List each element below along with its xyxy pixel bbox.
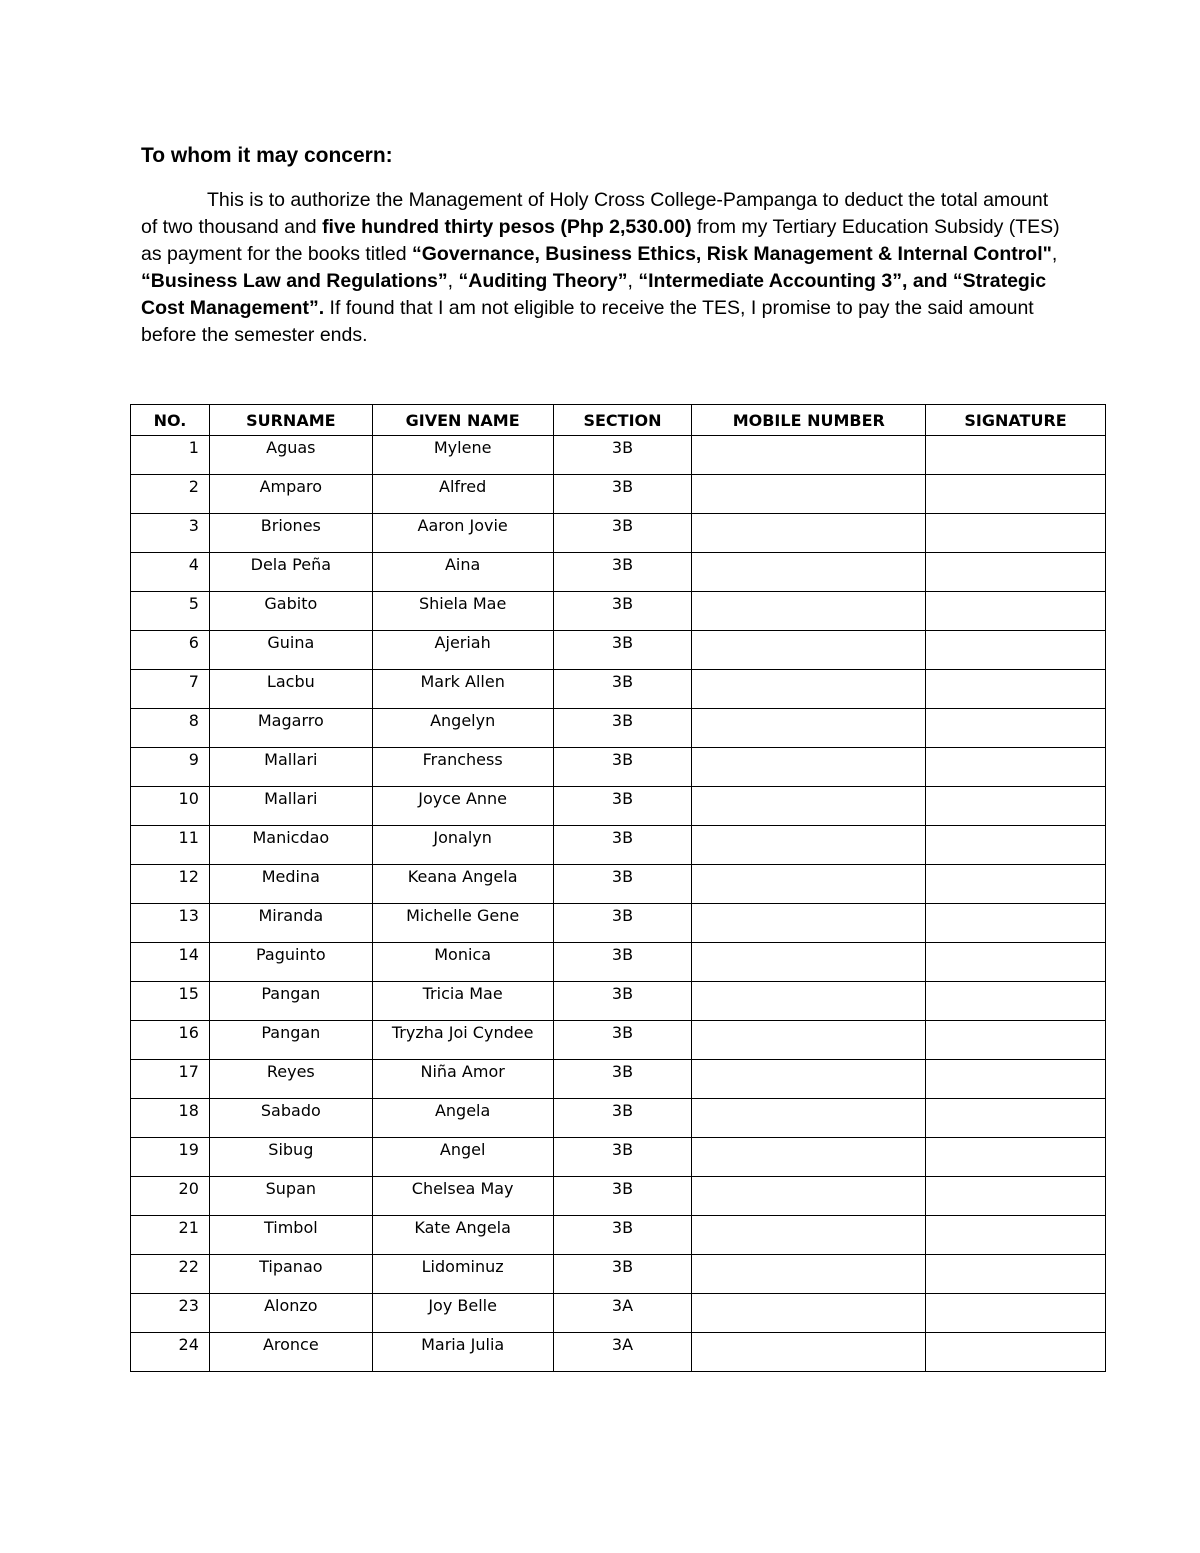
cell-no: 12	[131, 865, 210, 904]
cell-no: 13	[131, 904, 210, 943]
paragraph-text: ,	[447, 270, 459, 292]
cell-no: 5	[131, 592, 210, 631]
table-row	[131, 436, 1106, 475]
table-row	[131, 1021, 1106, 1060]
cell-signature	[926, 826, 1106, 865]
cell-surname: Miranda	[209, 904, 372, 943]
paragraph-text: If found that I am not eligible to receive the TES, I promise to pay the said amount before the semester ends.	[141, 297, 1034, 346]
cell-no: 1	[131, 436, 210, 475]
cell-given-name: Aina	[372, 553, 553, 592]
cell-signature	[926, 1060, 1106, 1099]
cell-signature	[926, 1138, 1106, 1177]
cell-surname: Aronce	[209, 1333, 372, 1372]
cell-section: 3B	[553, 1255, 692, 1294]
cell-given-name: Monica	[372, 943, 553, 982]
cell-signature	[926, 865, 1106, 904]
cell-signature	[926, 943, 1106, 982]
cell-surname: Magarro	[209, 709, 372, 748]
cell-signature	[926, 436, 1106, 475]
book-title: “Intermediate Accounting 3”, and “Strategic Cost Management”.	[141, 270, 1047, 319]
cell-surname: Pangan	[209, 1021, 372, 1060]
cell-no: 24	[131, 1333, 210, 1372]
cell-mobile-number	[692, 592, 926, 631]
cell-section: 3B	[553, 475, 692, 514]
table-row	[131, 592, 1106, 631]
cell-section: 3B	[553, 904, 692, 943]
cell-mobile-number	[692, 1099, 926, 1138]
table-header-row	[131, 405, 1106, 436]
table-row	[131, 1333, 1106, 1372]
cell-given-name: Chelsea May	[372, 1177, 553, 1216]
cell-mobile-number	[692, 982, 926, 1021]
cell-signature	[926, 709, 1106, 748]
cell-signature	[926, 1333, 1106, 1372]
table-row	[131, 904, 1106, 943]
cell-no: 14	[131, 943, 210, 982]
cell-no: 9	[131, 748, 210, 787]
cell-no: 4	[131, 553, 210, 592]
cell-section: 3B	[553, 670, 692, 709]
cell-given-name: Niña Amor	[372, 1060, 553, 1099]
table-row	[131, 1138, 1106, 1177]
cell-signature	[926, 1294, 1106, 1333]
book-title: “Business Law and Regulations”	[141, 270, 448, 292]
cell-section: 3B	[553, 1099, 692, 1138]
cell-signature	[926, 1021, 1106, 1060]
cell-no: 22	[131, 1255, 210, 1294]
cell-mobile-number	[692, 553, 926, 592]
cell-signature	[926, 904, 1106, 943]
cell-surname: Manicdao	[209, 826, 372, 865]
cell-mobile-number	[692, 943, 926, 982]
cell-section: 3B	[553, 826, 692, 865]
cell-signature	[926, 553, 1106, 592]
cell-given-name: Franchess	[372, 748, 553, 787]
cell-mobile-number	[692, 787, 926, 826]
cell-no: 17	[131, 1060, 210, 1099]
cell-given-name: Jonalyn	[372, 826, 553, 865]
table-row	[131, 553, 1106, 592]
header-surname: SURNAME	[209, 405, 372, 436]
cell-section: 3B	[553, 1216, 692, 1255]
cell-no: 20	[131, 1177, 210, 1216]
cell-surname: Mallari	[209, 748, 372, 787]
cell-given-name: Lidominuz	[372, 1255, 553, 1294]
cell-mobile-number	[692, 748, 926, 787]
cell-mobile-number	[692, 865, 926, 904]
table-row	[131, 1099, 1106, 1138]
cell-surname: Amparo	[209, 475, 372, 514]
cell-section: 3B	[553, 1177, 692, 1216]
cell-surname: Gabito	[209, 592, 372, 631]
cell-no: 23	[131, 1294, 210, 1333]
cell-mobile-number	[692, 1216, 926, 1255]
cell-section: 3B	[553, 748, 692, 787]
cell-no: 21	[131, 1216, 210, 1255]
cell-given-name: Mylene	[372, 436, 553, 475]
cell-mobile-number	[692, 514, 926, 553]
cell-section: 3B	[553, 592, 692, 631]
cell-given-name: Tryzha Joi Cyndee	[372, 1021, 553, 1060]
cell-given-name: Kate Angela	[372, 1216, 553, 1255]
cell-mobile-number	[692, 904, 926, 943]
cell-surname: Timbol	[209, 1216, 372, 1255]
cell-mobile-number	[692, 709, 926, 748]
header-signature: SIGNATURE	[926, 405, 1106, 436]
cell-given-name: Angela	[372, 1099, 553, 1138]
cell-surname: Aguas	[209, 436, 372, 475]
student-roster-table	[130, 404, 1106, 1372]
paragraph-text: ,	[627, 270, 639, 292]
book-title: “Governance, Business Ethics, Risk Management & Internal Control"	[411, 243, 1052, 265]
cell-no: 8	[131, 709, 210, 748]
cell-section: 3A	[553, 1294, 692, 1333]
header-mobile-number: MOBILE NUMBER	[692, 405, 926, 436]
book-title: “Auditing Theory”	[458, 270, 628, 292]
cell-surname: Paguinto	[209, 943, 372, 982]
cell-mobile-number	[692, 1294, 926, 1333]
cell-mobile-number	[692, 1333, 926, 1372]
table-row	[131, 787, 1106, 826]
cell-given-name: Alfred	[372, 475, 553, 514]
cell-no: 10	[131, 787, 210, 826]
cell-no: 3	[131, 514, 210, 553]
cell-surname: Reyes	[209, 1060, 372, 1099]
cell-mobile-number	[692, 1255, 926, 1294]
table-row	[131, 1060, 1106, 1099]
cell-signature	[926, 670, 1106, 709]
cell-surname: Mallari	[209, 787, 372, 826]
table-body	[131, 436, 1106, 1372]
cell-signature	[926, 592, 1106, 631]
cell-given-name: Keana Angela	[372, 865, 553, 904]
table-row	[131, 943, 1106, 982]
cell-no: 15	[131, 982, 210, 1021]
cell-given-name: Joyce Anne	[372, 787, 553, 826]
cell-signature	[926, 631, 1106, 670]
salutation: To whom it may concern:	[141, 144, 393, 167]
cell-no: 19	[131, 1138, 210, 1177]
table-row	[131, 865, 1106, 904]
table-row	[131, 826, 1106, 865]
header-no: NO.	[131, 405, 210, 436]
cell-mobile-number	[692, 475, 926, 514]
cell-given-name: Angelyn	[372, 709, 553, 748]
cell-signature	[926, 475, 1106, 514]
cell-surname: Pangan	[209, 982, 372, 1021]
cell-surname: Guina	[209, 631, 372, 670]
cell-section: 3A	[553, 1333, 692, 1372]
cell-given-name: Shiela Mae	[372, 592, 553, 631]
cell-section: 3B	[553, 943, 692, 982]
cell-no: 7	[131, 670, 210, 709]
cell-signature	[926, 1216, 1106, 1255]
cell-given-name: Tricia Mae	[372, 982, 553, 1021]
cell-surname: Dela Peña	[209, 553, 372, 592]
cell-given-name: Joy Belle	[372, 1294, 553, 1333]
cell-section: 3B	[553, 631, 692, 670]
table-row	[131, 982, 1106, 1021]
table-row	[131, 670, 1106, 709]
cell-surname: Medina	[209, 865, 372, 904]
cell-section: 3B	[553, 436, 692, 475]
cell-signature	[926, 1099, 1106, 1138]
cell-given-name: Mark Allen	[372, 670, 553, 709]
cell-signature	[926, 1177, 1106, 1216]
cell-surname: Lacbu	[209, 670, 372, 709]
cell-section: 3B	[553, 514, 692, 553]
header-given-name: GIVEN NAME	[372, 405, 553, 436]
cell-mobile-number	[692, 826, 926, 865]
paragraph-text: from my Tertiary Education Subsidy (TES) as payment for the books titled	[141, 216, 1060, 265]
cell-mobile-number	[692, 1138, 926, 1177]
table-row	[131, 514, 1106, 553]
cell-signature	[926, 748, 1106, 787]
cell-section: 3B	[553, 787, 692, 826]
authorization-paragraph	[141, 187, 1061, 349]
cell-section: 3B	[553, 1060, 692, 1099]
cell-signature	[926, 787, 1106, 826]
cell-given-name: Maria Julia	[372, 1333, 553, 1372]
cell-section: 3B	[553, 982, 692, 1021]
paragraph-text: This is to authorize the Management of Holy Cross College-Pampanga to deduct the total amount of two thousand and	[141, 189, 1049, 238]
cell-surname: Sabado	[209, 1099, 372, 1138]
cell-section: 3B	[553, 1138, 692, 1177]
cell-no: 18	[131, 1099, 210, 1138]
cell-given-name: Michelle Gene	[372, 904, 553, 943]
cell-surname: Tipanao	[209, 1255, 372, 1294]
cell-no: 2	[131, 475, 210, 514]
table-row	[131, 1216, 1106, 1255]
table-row	[131, 631, 1106, 670]
cell-section: 3B	[553, 553, 692, 592]
cell-mobile-number	[692, 1021, 926, 1060]
cell-surname: Briones	[209, 514, 372, 553]
table-row	[131, 748, 1106, 787]
cell-no: 6	[131, 631, 210, 670]
cell-given-name: Ajeriah	[372, 631, 553, 670]
cell-signature	[926, 514, 1106, 553]
cell-surname: Supan	[209, 1177, 372, 1216]
table-row	[131, 1177, 1106, 1216]
cell-no: 16	[131, 1021, 210, 1060]
cell-mobile-number	[692, 670, 926, 709]
cell-surname: Alonzo	[209, 1294, 372, 1333]
cell-section: 3B	[553, 1021, 692, 1060]
table-row	[131, 1255, 1106, 1294]
cell-given-name: Aaron Jovie	[372, 514, 553, 553]
cell-section: 3B	[553, 865, 692, 904]
cell-signature	[926, 1255, 1106, 1294]
cell-given-name: Angel	[372, 1138, 553, 1177]
table-row	[131, 475, 1106, 514]
cell-mobile-number	[692, 436, 926, 475]
amount-text: five hundred thirty pesos (Php 2,530.00)	[322, 216, 692, 238]
cell-section: 3B	[553, 709, 692, 748]
paragraph-text: ,	[1051, 243, 1058, 265]
cell-signature	[926, 982, 1106, 1021]
header-section: SECTION	[553, 405, 692, 436]
table-row	[131, 709, 1106, 748]
cell-surname: Sibug	[209, 1138, 372, 1177]
table-row	[131, 1294, 1106, 1333]
cell-mobile-number	[692, 1177, 926, 1216]
cell-mobile-number	[692, 1060, 926, 1099]
cell-no: 11	[131, 826, 210, 865]
cell-mobile-number	[692, 631, 926, 670]
